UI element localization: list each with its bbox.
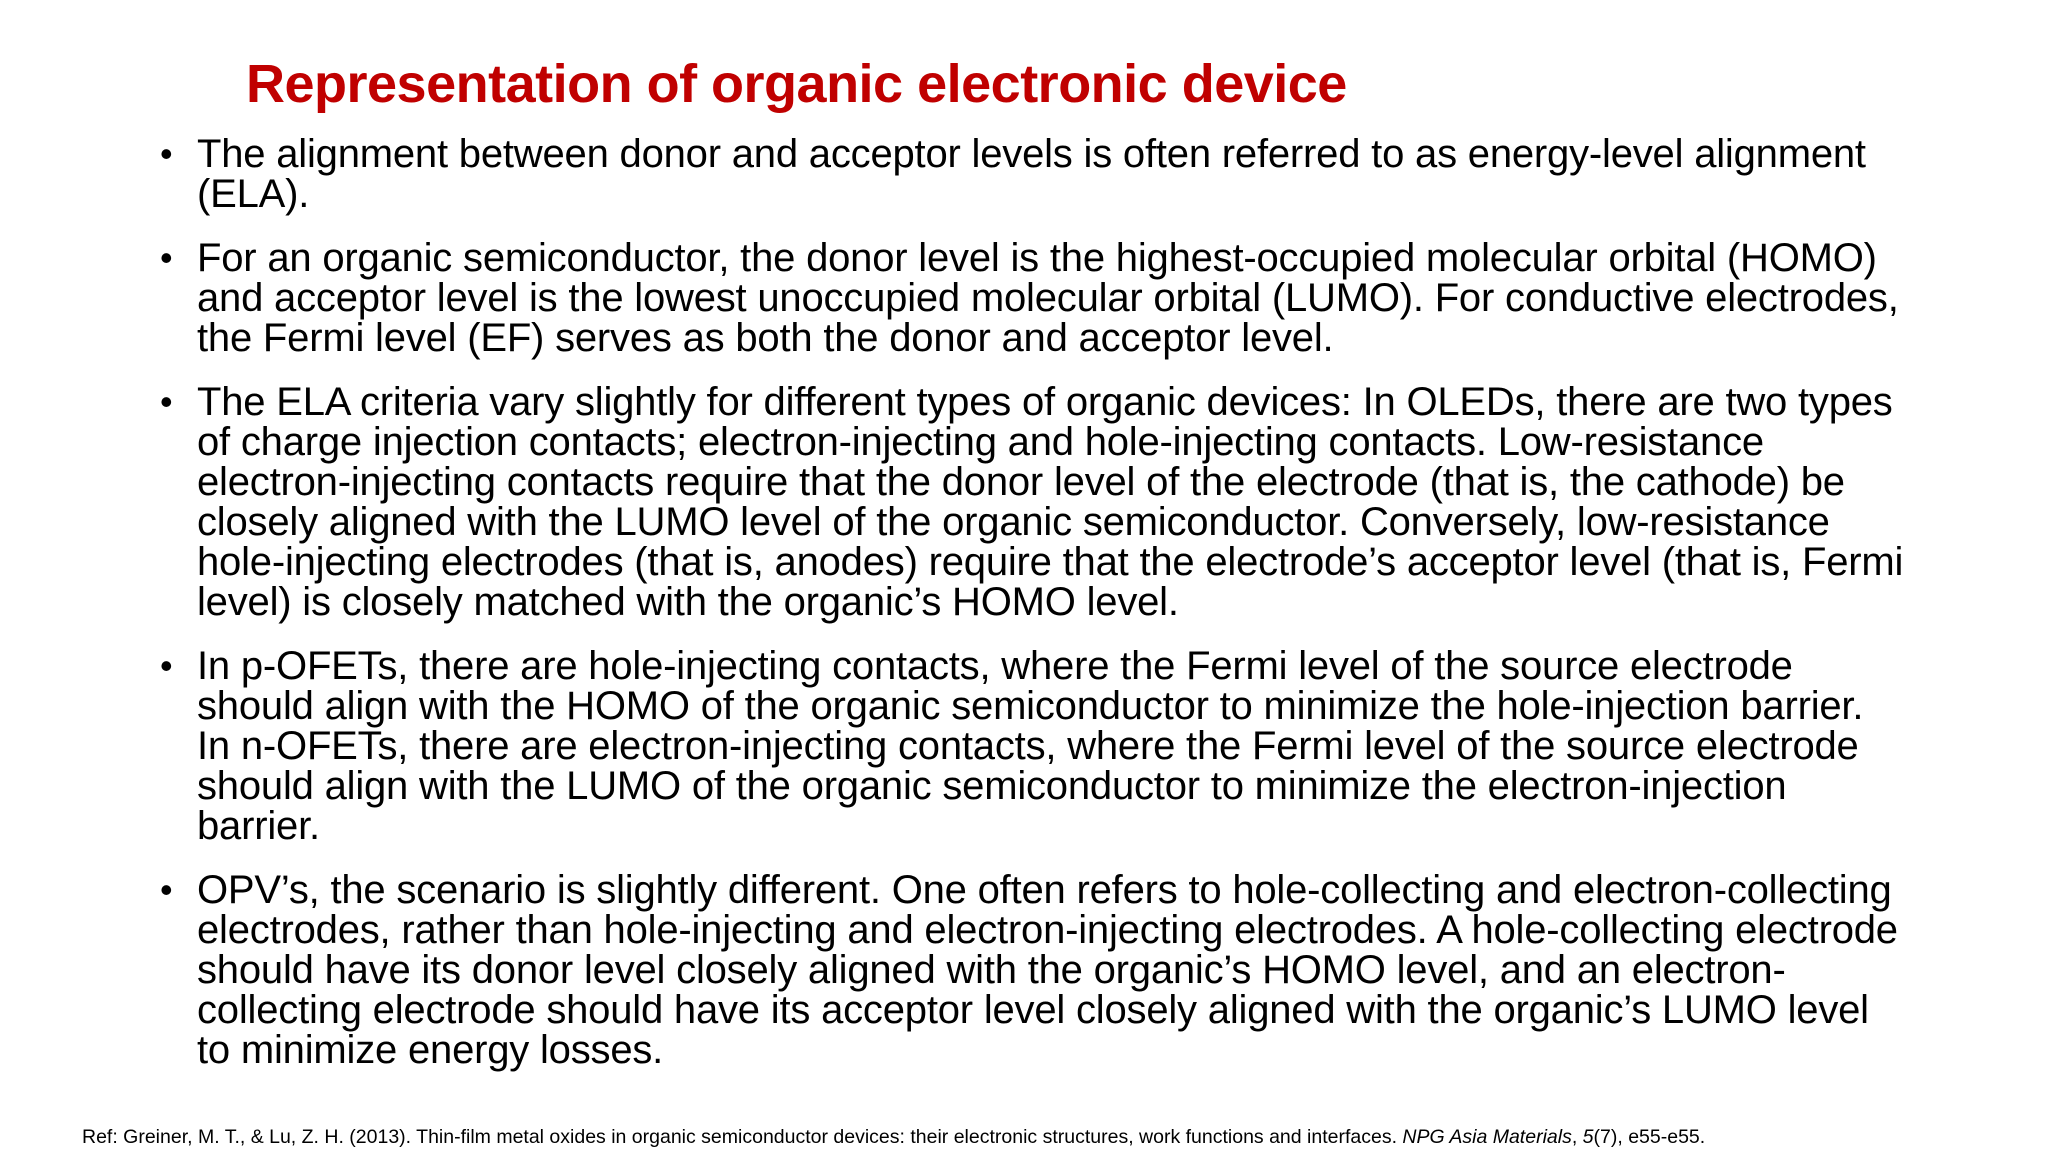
- bullet-icon: •: [160, 237, 173, 278]
- bullet-text: The ELA criteria vary slightly for different types of organic devices: In OLEDs, there are two types of charge injection contacts; electron-injecting and hole-injecting contacts. Low-resistance electron-injecting contacts require that the donor level of the electrode (that is, the cathode) be closely aligned with the LUMO level of the organic semiconductor. Conversely, low-resistance hole-injecting electrodes (that is, anodes) require that the electrode’s acceptor level (that is, Fermi level) is closely matched with the organic’s HOMO level.: [197, 380, 1904, 624]
- reference-volume: 5: [1582, 1126, 1594, 1148]
- bullet-item-ela: [160, 134, 1905, 214]
- reference-separator: ,: [1571, 1126, 1583, 1148]
- bullet-item-homo-lumo: [160, 238, 1905, 358]
- reference-journal: NPG Asia Materials: [1402, 1126, 1572, 1148]
- bullet-text: OPV’s, the scenario is slightly different. One often refers to hole-collecting and electron-collecting electrodes, rather than hole-injecting and electron-injecting electrodes. A hole-collecting electrode should have its donor level closely aligned with the organic’s HOMO level, and an electron-collecting electrode should have its acceptor level closely aligned with the organic’s LUMO level to minimize energy losses.: [197, 868, 1898, 1072]
- bullet-item-ofet: [160, 646, 1905, 846]
- bullet-item-oled: [160, 382, 1905, 622]
- slide-title: Representation of organic electronic device: [246, 54, 1347, 114]
- bullet-list: [160, 134, 1905, 1094]
- bullet-item-opv: [160, 870, 1905, 1070]
- reference-citation: [82, 1125, 1705, 1149]
- bullet-text: The alignment between donor and acceptor levels is often referred to as energy-level alignment (ELA).: [197, 132, 1866, 216]
- reference-issue-pages: (7), e55-e55.: [1593, 1126, 1706, 1148]
- bullet-text: For an organic semiconductor, the donor level is the highest-occupied molecular orbital (HOMO) and acceptor level is the lowest unoccupied molecular orbital (LUMO). For conductive electrodes, the Fermi level (EF) serves as both the donor and acceptor level.: [197, 236, 1899, 360]
- bullet-icon: •: [160, 133, 173, 174]
- reference-authors-title: Ref: Greiner, M. T., & Lu, Z. H. (2013). Thin-film metal oxides in organic semiconductor devices: their electronic structures, work functions and interfaces.: [82, 1126, 1403, 1148]
- bullet-icon: •: [160, 381, 173, 422]
- bullet-text: In p-OFETs, there are hole-injecting contacts, where the Fermi level of the source electrode should align with the HOMO of the organic semiconductor to minimize the hole-injection barrier. In n-OFETs, there are electron-injecting contacts, where the Fermi level of the source electrode should align with the LUMO of the organic semiconductor to minimize the electron-injection barrier.: [197, 644, 1864, 848]
- bullet-icon: •: [160, 869, 173, 910]
- bullet-icon: •: [160, 645, 173, 686]
